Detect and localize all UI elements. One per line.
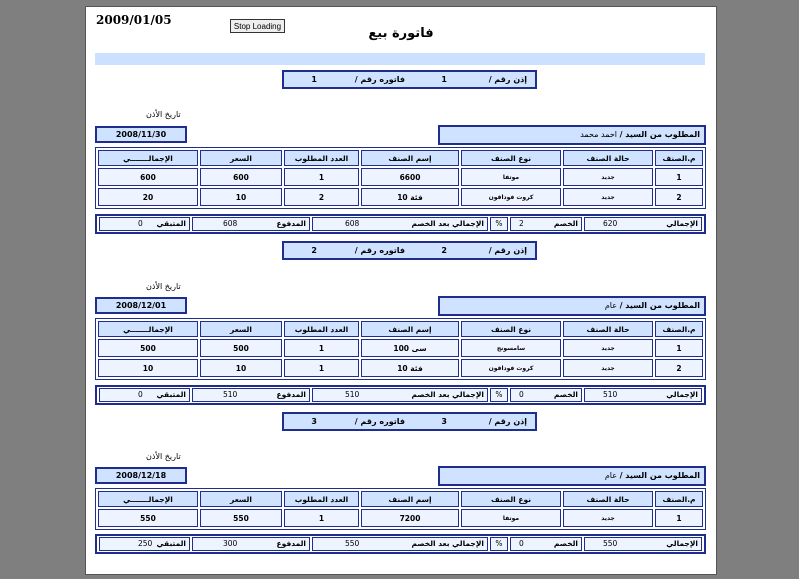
cell-type: كروت فوداقون bbox=[461, 188, 561, 206]
items-table bbox=[95, 488, 706, 530]
total-label: الإجمالي bbox=[666, 539, 698, 548]
permit-no-label: إذن رقم / bbox=[488, 246, 527, 255]
items-table bbox=[95, 147, 706, 209]
total-value: 510 bbox=[603, 390, 618, 399]
col-name: إسم الصنف bbox=[361, 491, 459, 507]
after-discount-value: 510 bbox=[345, 390, 360, 399]
customer-label: المطلوب من السيد / bbox=[619, 130, 700, 139]
discount-value: 0 bbox=[519, 390, 524, 399]
percent-cell bbox=[490, 217, 508, 231]
paid-value: 510 bbox=[223, 390, 238, 399]
col-qty: العدد المطلوب bbox=[284, 321, 359, 337]
permit-date-label: تاريخ الأذن bbox=[146, 110, 181, 119]
after-discount-cell bbox=[312, 217, 488, 231]
invoice-no-label: فاتوره رقم / bbox=[354, 417, 405, 426]
customer-name: عام bbox=[604, 471, 618, 480]
items-table bbox=[95, 318, 706, 380]
table-row bbox=[98, 509, 703, 527]
col-qty: العدد المطلوب bbox=[284, 150, 359, 166]
cell-status: جديد bbox=[563, 339, 653, 357]
customer-label: المطلوب من السيد / bbox=[619, 301, 700, 310]
cell-price: 550 bbox=[200, 509, 282, 527]
totals-row bbox=[95, 214, 706, 234]
discount-cell bbox=[510, 388, 582, 402]
invoice-no-value: 3 bbox=[311, 417, 317, 426]
discount-label: الخصم bbox=[553, 219, 578, 228]
permit-date-value: 2008/11/30 bbox=[95, 126, 187, 143]
cell-status: جديد bbox=[563, 359, 653, 377]
remaining-label: المتبقي bbox=[156, 539, 186, 548]
col-item-no: م.الصنف bbox=[655, 150, 703, 166]
customer-name: عام bbox=[604, 301, 618, 310]
col-price: السعر bbox=[200, 321, 282, 337]
col-status: حالة الصنف bbox=[563, 491, 653, 507]
remaining-cell bbox=[99, 388, 190, 402]
after-discount-cell bbox=[312, 388, 488, 402]
discount-cell bbox=[510, 217, 582, 231]
permit-date-label: تاريخ الأذن bbox=[146, 452, 181, 461]
paid-label: المدفوع bbox=[276, 390, 306, 399]
cell-total: 600 bbox=[98, 168, 198, 186]
cell-item-no: 2 bbox=[655, 188, 703, 206]
col-type: نوع الصنف bbox=[461, 321, 561, 337]
invoice-no-label: فاتوره رقم / bbox=[354, 75, 405, 84]
table-row bbox=[98, 339, 703, 357]
cell-total: 20 bbox=[98, 188, 198, 206]
permit-date-value: 2008/12/01 bbox=[95, 297, 187, 314]
cell-name: فئة 10 bbox=[361, 359, 459, 377]
customer-box bbox=[438, 296, 706, 316]
discount-value: 0 bbox=[519, 539, 524, 548]
print-date: 2009/01/05 bbox=[96, 13, 172, 27]
percent-sign: % bbox=[495, 539, 503, 548]
col-name: إسم الصنف bbox=[361, 150, 459, 166]
paid-cell bbox=[192, 537, 310, 551]
permit-no-value: 2 bbox=[441, 246, 447, 255]
remaining-value: 0 bbox=[138, 219, 143, 228]
after-discount-cell bbox=[312, 537, 488, 551]
permit-date-label: تاريخ الأذن bbox=[146, 282, 181, 291]
stop-loading-button[interactable]: Stop Loading bbox=[230, 19, 285, 33]
cell-status: جديد bbox=[563, 509, 653, 527]
customer-box bbox=[438, 125, 706, 145]
paid-label: المدفوع bbox=[276, 219, 306, 228]
percent-sign: % bbox=[495, 390, 503, 399]
cell-name: 7200 bbox=[361, 509, 459, 527]
col-item-no: م.الصنف bbox=[655, 321, 703, 337]
remaining-label: المتبقي bbox=[156, 219, 186, 228]
invoice-no-value: 1 bbox=[311, 75, 317, 84]
permit-no-label: إذن رقم / bbox=[488, 417, 527, 426]
table-header bbox=[98, 150, 703, 166]
total-cell bbox=[584, 217, 702, 231]
col-status: حالة الصنف bbox=[563, 321, 653, 337]
permit-no-value: 3 bbox=[441, 417, 447, 426]
cell-price: 10 bbox=[200, 359, 282, 377]
col-type: نوع الصنف bbox=[461, 491, 561, 507]
customer-label: المطلوب من السيد / bbox=[619, 471, 700, 480]
table-header bbox=[98, 491, 703, 507]
cell-price: 500 bbox=[200, 339, 282, 357]
cell-price: 600 bbox=[200, 168, 282, 186]
col-price: السعر bbox=[200, 150, 282, 166]
col-total: الإجمالـــــــي bbox=[98, 321, 198, 337]
table-row bbox=[98, 188, 703, 206]
remaining-cell bbox=[99, 537, 190, 551]
paid-cell bbox=[192, 388, 310, 402]
cell-price: 10 bbox=[200, 188, 282, 206]
percent-cell bbox=[490, 388, 508, 402]
customer-name: احمد محمد bbox=[580, 130, 618, 139]
percent-cell bbox=[490, 537, 508, 551]
col-total: الإجمالـــــــي bbox=[98, 491, 198, 507]
cell-type: سامسونج bbox=[461, 339, 561, 357]
cell-qty: 1 bbox=[284, 509, 359, 527]
cell-item-no: 1 bbox=[655, 168, 703, 186]
permit-no-value: 1 bbox=[441, 75, 447, 84]
remaining-cell bbox=[99, 217, 190, 231]
page-title: فاتورة بيع bbox=[368, 26, 434, 41]
after-discount-value: 608 bbox=[345, 219, 360, 228]
cell-qty: 1 bbox=[284, 339, 359, 357]
total-cell bbox=[584, 537, 702, 551]
cell-qty: 1 bbox=[284, 359, 359, 377]
col-price: السعر bbox=[200, 491, 282, 507]
col-name: إسم الصنف bbox=[361, 321, 459, 337]
total-label: الإجمالي bbox=[666, 390, 698, 399]
totals-row bbox=[95, 385, 706, 405]
cell-total: 500 bbox=[98, 339, 198, 357]
total-cell bbox=[584, 388, 702, 402]
cell-type: موتفا bbox=[461, 509, 561, 527]
table-row bbox=[98, 168, 703, 186]
invoice-number-box bbox=[282, 70, 537, 89]
permit-no-label: إذن رقم / bbox=[488, 75, 527, 84]
invoice-no-value: 2 bbox=[311, 246, 317, 255]
cell-status: جديد bbox=[563, 188, 653, 206]
paid-value: 300 bbox=[223, 539, 238, 548]
paid-label: المدفوع bbox=[276, 539, 306, 548]
cell-item-no: 1 bbox=[655, 339, 703, 357]
cell-total: 550 bbox=[98, 509, 198, 527]
invoice-no-label: فاتوره رقم / bbox=[354, 246, 405, 255]
after-discount-label: الإجمالي بعد الخصم bbox=[411, 219, 484, 228]
permit-date-value: 2008/12/18 bbox=[95, 467, 187, 484]
cell-name: سى 100 bbox=[361, 339, 459, 357]
remaining-value: 250 bbox=[138, 539, 153, 548]
discount-value: 2 bbox=[519, 219, 524, 228]
cell-type: كروت فوداقون bbox=[461, 359, 561, 377]
invoice-page bbox=[85, 6, 717, 575]
invoice-number-box bbox=[282, 241, 537, 260]
discount-label: الخصم bbox=[553, 539, 578, 548]
header-band bbox=[95, 53, 705, 65]
customer-box bbox=[438, 466, 706, 486]
table-row bbox=[98, 359, 703, 377]
total-value: 550 bbox=[603, 539, 618, 548]
cell-name: فئة 10 bbox=[361, 188, 459, 206]
invoice-number-box bbox=[282, 412, 537, 431]
total-label: الإجمالي bbox=[666, 219, 698, 228]
col-status: حالة الصنف bbox=[563, 150, 653, 166]
after-discount-value: 550 bbox=[345, 539, 360, 548]
col-total: الإجمالـــــــي bbox=[98, 150, 198, 166]
col-qty: العدد المطلوب bbox=[284, 491, 359, 507]
paid-value: 608 bbox=[223, 219, 238, 228]
after-discount-label: الإجمالي بعد الخصم bbox=[411, 390, 484, 399]
remaining-value: 0 bbox=[138, 390, 143, 399]
remaining-label: المتبقي bbox=[156, 390, 186, 399]
totals-row bbox=[95, 534, 706, 554]
cell-qty: 1 bbox=[284, 168, 359, 186]
percent-sign: % bbox=[495, 219, 503, 228]
cell-total: 10 bbox=[98, 359, 198, 377]
col-type: نوع الصنف bbox=[461, 150, 561, 166]
total-value: 620 bbox=[603, 219, 618, 228]
cell-status: جديد bbox=[563, 168, 653, 186]
cell-item-no: 1 bbox=[655, 509, 703, 527]
paid-cell bbox=[192, 217, 310, 231]
table-header bbox=[98, 321, 703, 337]
cell-name: 6600 bbox=[361, 168, 459, 186]
col-item-no: م.الصنف bbox=[655, 491, 703, 507]
cell-item-no: 2 bbox=[655, 359, 703, 377]
discount-cell bbox=[510, 537, 582, 551]
discount-label: الخصم bbox=[553, 390, 578, 399]
after-discount-label: الإجمالي بعد الخصم bbox=[411, 539, 484, 548]
cell-type: موتفا bbox=[461, 168, 561, 186]
cell-qty: 2 bbox=[284, 188, 359, 206]
